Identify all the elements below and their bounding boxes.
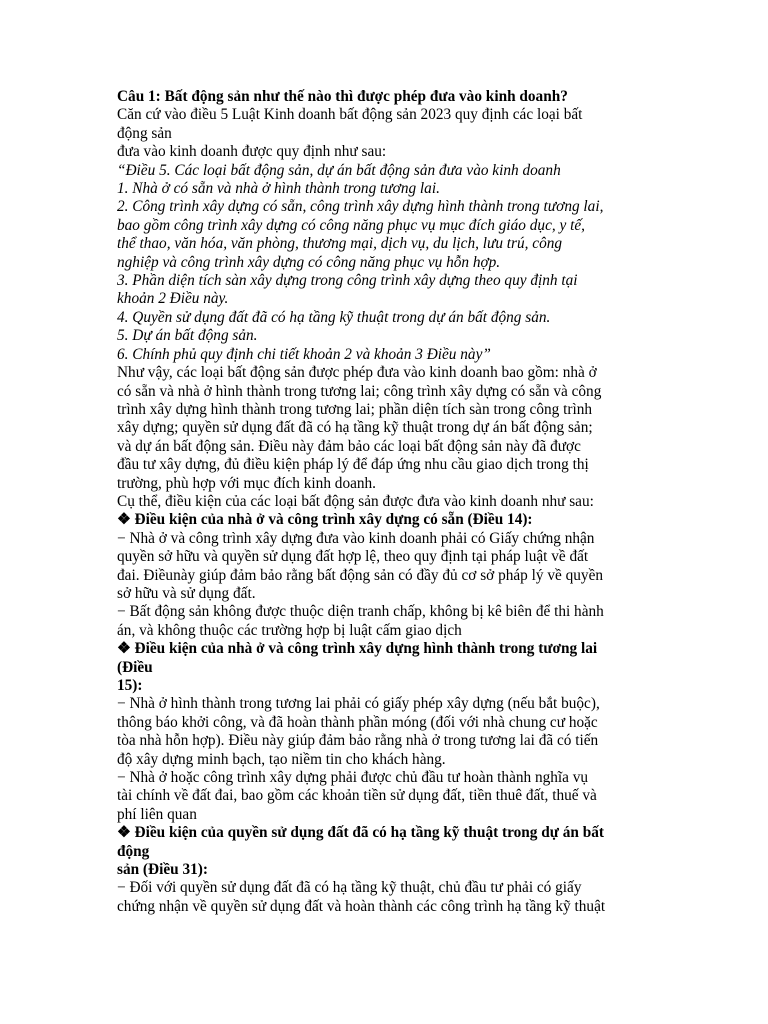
text-line: − Bất động sản không được thuộc diện tranh chấp, không bị kê biên để thi hành: [117, 603, 604, 621]
document-body: [117, 88, 658, 916]
text-line: tài chính về đất đai, bao gồm các khoản tiền sử dụng đất, tiền thuê đất, thuế và: [117, 787, 597, 805]
text-line: quyền sở hữu và quyền sử dụng đất hợp lệ, theo quy định tại pháp luật về đất: [117, 548, 589, 566]
text-line: đai. Điềunày giúp đảm bảo rằng bất động sản có đầy đủ cơ sở pháp lý về quyền: [117, 566, 604, 584]
quote-line: 4. Quyền sử dụng đất đã có hạ tầng kỹ thuật trong dự án bất động sản.: [117, 308, 551, 326]
text-line: sở hữu và sử dụng đất.: [117, 584, 256, 602]
quote-line: bao gồm công trình xây dựng có công năng phục vụ mục đích giáo dục, y tế,: [117, 216, 585, 234]
quote-line: thể thao, văn hóa, văn phòng, thương mại, dịch vụ, du lịch, lưu trú, công: [117, 235, 563, 253]
text-line: có sẵn và nhà ở hình thành trong tương lai; công trình xây dựng có sẵn và công: [117, 382, 602, 400]
quote-line: 5. Dự án bất động sản.: [117, 327, 258, 345]
text-line: − Đối với quyền sử dụng đất đã có hạ tầng kỹ thuật, chủ đầu tư phải có giấy: [117, 879, 582, 897]
text-line: chứng nhận về quyền sử dụng đất và hoàn thành các công trình hạ tầng kỹ thuật: [117, 897, 606, 915]
text-line: − Nhà ở và công trình xây dựng đưa vào kinh doanh phải có Giấy chứng nhận: [117, 529, 595, 547]
heading-line: động: [117, 842, 150, 860]
text-line: đầu tư xây dựng, đủ điều kiện pháp lý để đáp ứng nhu cầu giao dịch trong thị: [117, 456, 589, 474]
heading-line: Câu 1: Bất động sản như thế nào thì được phép đưa vào kinh doanh?: [117, 88, 568, 105]
quote-line: 3. Phần diện tích sàn xây dựng trong công trình xây dựng theo quy định tại: [117, 272, 578, 290]
quote-line: nghiệp và công trình xây dựng có công năng phục vụ hỗn hợp.: [117, 253, 501, 271]
text-line: và dự án bất động sản. Điều này đảm bảo các loại bất động sản này đã được: [117, 437, 581, 455]
heading-line: (Điều: [117, 658, 153, 676]
heading-line: 15):: [117, 677, 143, 694]
text-line: án, và không thuộc các trường hợp bị luật cấm giao dịch: [117, 621, 462, 639]
text-line: trường, phù hợp với mục đích kinh doanh.: [117, 474, 377, 492]
quote-line: 1. Nhà ở có sẵn và nhà ở hình thành trong tương lai.: [117, 180, 440, 198]
text-line: − Nhà ở hoặc công trình xây dựng phải được chủ đầu tư hoàn thành nghĩa vụ: [117, 769, 589, 787]
text-line: đưa vào kinh doanh được quy định như sau:: [117, 143, 387, 161]
heading-line: ❖ Điều kiện của nhà ở và công trình xây dựng có sẵn (Điều 14):: [117, 511, 533, 529]
quote-line: “Điều 5. Các loại bất động sản, dự án bất động sản đưa vào kinh doanh: [117, 161, 561, 179]
text-line: trình xây dựng hình thành trong tương lai; phần diện tích sàn trong công trình: [117, 400, 593, 418]
text-line: Cụ thể, điều kiện của các loại bất động sản được đưa vào kinh doanh như sau:: [117, 492, 594, 510]
heading-line: ❖ Điều kiện của nhà ở và công trình xây dựng hình thành trong tương lai: [117, 640, 598, 658]
quote-line: 6. Chính phủ quy định chi tiết khoản 2 và khoản 3 Điều này”: [117, 345, 491, 363]
text-line: − Nhà ở hình thành trong tương lai phải có giấy phép xây dựng (nếu bắt buộc),: [117, 695, 600, 713]
quote-line: 2. Công trình xây dựng có sẵn, công trình xây dựng hình thành trong tương lai,: [117, 198, 604, 216]
text-line: độ xây dựng minh bạch, tạo niềm tin cho khách hàng.: [117, 750, 446, 768]
text-line: xây dựng; quyền sử dụng đất đã có hạ tầng kỹ thuật trong dự án bất động sản;: [117, 419, 593, 437]
text-line: động sản: [117, 124, 172, 142]
heading-line: ❖ Điều kiện của quyền sử dụng đất đã có hạ tầng kỹ thuật trong dự án bất: [117, 824, 604, 842]
quote-line: khoản 2 Điều này.: [117, 290, 229, 308]
text-line: phí liên quan: [117, 805, 197, 823]
text-line: Căn cứ vào điều 5 Luật Kinh doanh bất động sản 2023 quy định các loại bất: [117, 106, 583, 124]
text-line: Như vậy, các loại bất động sản được phép đưa vào kinh doanh bao gồm: nhà ở: [117, 364, 597, 382]
heading-line: sản (Điều 31):: [117, 861, 208, 879]
text-line: thông báo khởi công, và đã hoàn thành phần móng (đối với nhà chung cư hoặc: [117, 713, 598, 731]
text-line: tòa nhà hỗn hợp). Điều này giúp đảm bảo rằng nhà ở trong tương lai đã có tiến: [117, 732, 599, 750]
